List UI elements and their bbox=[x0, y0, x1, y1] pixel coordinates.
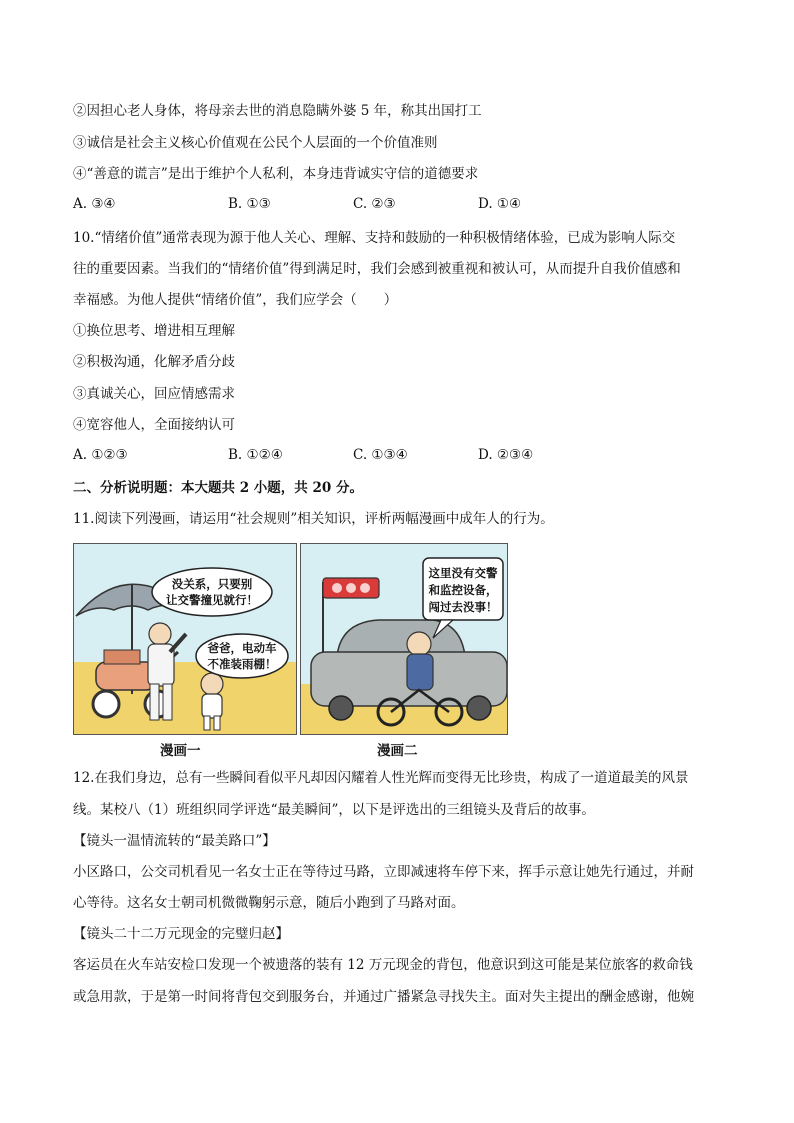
q10-item-3: ③真诚关心，回应情感需求 bbox=[73, 386, 235, 402]
q9-item-4: ④“善意的谎言”是出于维护个人私利，本身违背诚实守信的道德要求 bbox=[73, 166, 479, 182]
comic-1 bbox=[73, 543, 297, 735]
comic-1-child-bubble-line-1: 爸爸，电动车 bbox=[207, 641, 277, 655]
comic-2-caption: 漫画二 bbox=[377, 743, 418, 759]
comic-2-bubble-line-1: 这里没有交警 bbox=[428, 566, 498, 580]
comic-1-adult-bubble-line-2: 让交警撞见就行！ bbox=[166, 593, 258, 607]
q10-item-2: ②积极沟通，化解矛盾分歧 bbox=[73, 354, 235, 370]
q12-stem-line-2: 线。某校八（1）班组织同学评选“最美瞬间”，以下是评选出的三组镜头及背后的故事。 bbox=[73, 802, 595, 818]
comic-2-bubble-line-3: 闯过去没事！ bbox=[428, 600, 498, 614]
q9-option-c[interactable]: C. ②③ bbox=[353, 196, 396, 212]
q10-option-c[interactable]: C. ①③④ bbox=[353, 447, 408, 463]
q9-option-d[interactable]: D. ①④ bbox=[478, 196, 522, 212]
comic-2-bubble-line-2: 和监控设备， bbox=[428, 583, 498, 597]
q12-shot-2-paragraph-line-1: 客运员在火车站安检口发现一个被遗落的装有 12 万元现金的背包，他意识到这可能是某位旅客的救命钱 bbox=[73, 957, 693, 973]
q9-option-a[interactable]: A. ③④ bbox=[73, 196, 116, 212]
comic-1-illustration bbox=[74, 544, 296, 734]
section-2-heading: 二、分析说明题：本大题共 2 小题，共 20 分。 bbox=[73, 480, 363, 496]
q10-option-b[interactable]: B. ①②④ bbox=[228, 447, 283, 463]
q10-options bbox=[73, 447, 593, 467]
q10-stem-line-1: 10.“情绪价值”通常表现为源于他人关心、理解、支持和鼓励的一种积极情绪体验，已成为影响人际交 bbox=[73, 230, 676, 246]
comic-1-child-bubble-line-2: 不准装雨棚！ bbox=[207, 657, 277, 671]
q12-stem-line-1: 12.在我们身边，总有一些瞬间看似平凡却因闪耀着人性光辉而变得无比珍贵，构成了一道道最美的风景 bbox=[73, 770, 689, 786]
q10-stem-line-3: 幸福感。为他人提供“情绪价值”，我们应学会（ ） bbox=[73, 292, 398, 308]
comic-2 bbox=[300, 543, 508, 735]
q10-option-d[interactable]: D. ②③④ bbox=[478, 447, 534, 463]
comic-1-adult-bubble-line-1: 没关系，只要别 bbox=[171, 577, 253, 591]
q9-options bbox=[73, 196, 593, 216]
q9-item-2: ②因担心老人身体，将母亲去世的消息隐瞒外婆 5 年，称其出国打工 bbox=[73, 103, 482, 119]
q12-shot-1-paragraph-line-2: 心等待。这名女士朝司机微微鞠躬示意，随后小跑到了马路对面。 bbox=[73, 895, 465, 911]
q10-option-a[interactable]: A. ①②③ bbox=[73, 447, 128, 463]
q11-stem: 11.阅读下列漫画，请运用“社会规则”相关知识，评析两幅漫画中成年人的行为。 bbox=[73, 511, 554, 527]
q10-item-1: ①换位思考、增进相互理解 bbox=[73, 323, 235, 339]
q12-shot-1-paragraph-line-1: 小区路口，公交司机看见一名女士正在等待过马路，立即减速将车停下来，挥手示意让她先行通过，并耐 bbox=[73, 864, 694, 880]
q12-shot-2-paragraph-line-2: 或急用款，于是第一时间将背包交到服务台，并通过广播紧急寻找失主。面对失主提出的酬金感谢，他婉 bbox=[73, 989, 694, 1005]
comic-1-caption: 漫画一 bbox=[160, 743, 201, 759]
q10-item-4: ④宽容他人，全面接纳认可 bbox=[73, 417, 235, 433]
q12-shot-1-title: 【镜头一温情流转的“最美路口”】 bbox=[73, 833, 276, 849]
comic-2-illustration bbox=[301, 544, 507, 734]
q12-shot-2-title: 【镜头二十二万元现金的完璧归赵】 bbox=[73, 926, 289, 942]
q10-stem-line-2: 往的重要因素。当我们的“情绪价值”得到满足时，我们会感到被重视和被认可，从而提升自我价值感和 bbox=[73, 261, 681, 277]
q9-option-b[interactable]: B. ①③ bbox=[228, 196, 271, 212]
q9-item-3: ③诚信是社会主义核心价值观在公民个人层面的一个价值准则 bbox=[73, 135, 438, 151]
